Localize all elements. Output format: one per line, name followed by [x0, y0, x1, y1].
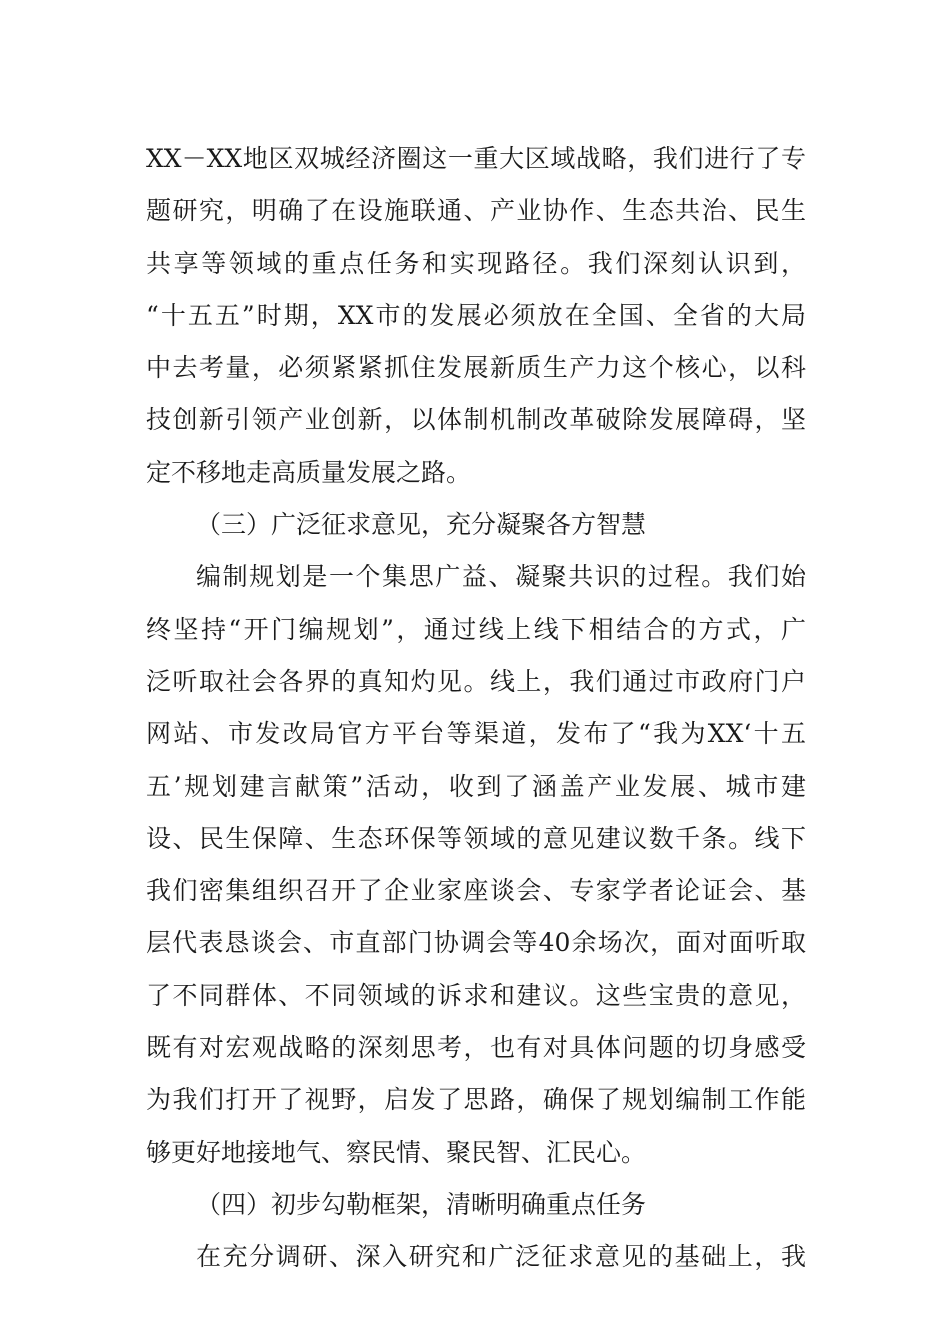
- text-line: 中去考量，必须紧紧抓住发展新质生产力这个核心，以科: [146, 353, 806, 383]
- text-line: 题研究，明确了在设施联通、产业协作、生态共治、民生: [146, 196, 806, 226]
- text-line: “十五五”时期，XX市的发展必须放在全国、全省的大局: [146, 300, 806, 330]
- text-line: 编制规划是一个集思广益、凝聚共识的过程。我们始: [196, 562, 806, 592]
- document-page: [146, 133, 806, 1284]
- text-line: 够更好地接地气、察民情、聚民智、汇民心。: [146, 1137, 647, 1167]
- text-line: 定不移地走高质量发展之路。: [146, 457, 472, 487]
- text-line: XX－XX地区双城经济圈这一重大区域战略，我们进行了专: [146, 144, 806, 173]
- text-line: 技创新引领产业创新，以体制机制改革破除发展障碍，坚: [146, 405, 806, 435]
- text-line: 网站、市发改局官方平台等渠道，发布了“我为XX‘十五: [146, 719, 806, 749]
- text-line: 为我们打开了视野，启发了思路，确保了规划编制工作能: [146, 1085, 806, 1115]
- section-heading: （三）广泛征求意见，充分凝聚各方智慧: [196, 510, 647, 540]
- text-line: 在充分调研、深入研究和广泛征求意见的基础上，我: [196, 1242, 806, 1272]
- text-line: 设、民生保障、生态环保等领域的意见建议数千条。线下: [146, 823, 806, 853]
- text-line: 层代表恳谈会、市直部门协调会等40余场次，面对面听取: [146, 928, 806, 958]
- text-line: 既有对宏观战略的深刻思考，也有对具体问题的切身感受: [146, 1033, 806, 1063]
- text-line: 了不同群体、不同领域的诉求和建议。这些宝贵的意见，: [146, 980, 806, 1010]
- section-heading: （四）初步勾勒框架，清晰明确重点任务: [196, 1189, 647, 1219]
- text-line: 泛听取社会各界的真知灼见。线上，我们通过市政府门户: [146, 666, 806, 696]
- text-line: 我们密集组织召开了企业家座谈会、专家学者论证会、基: [146, 876, 806, 906]
- text-line: 终坚持“开门编规划”，通过线上线下相结合的方式，广: [146, 614, 806, 644]
- text-line: 五’规划建言献策”活动，收到了涵盖产业发展、城市建: [146, 771, 806, 801]
- text-line: 共享等领域的重点任务和实现路径。我们深刻认识到，: [146, 248, 806, 278]
